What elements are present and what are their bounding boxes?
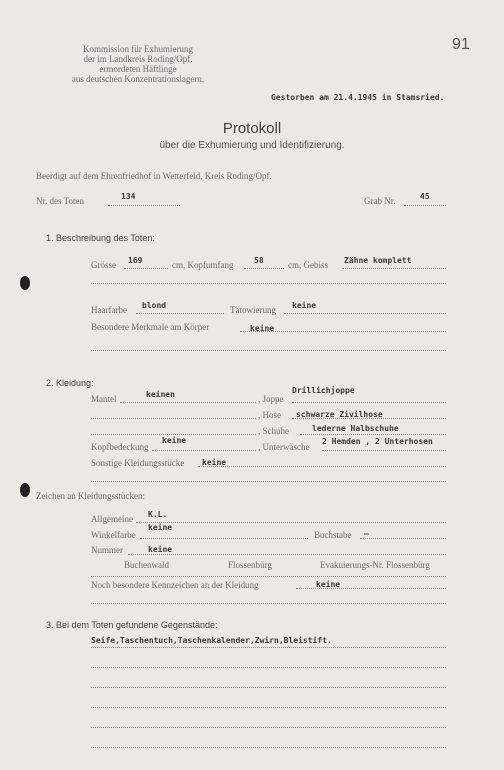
general-marking-value: K.L.: [148, 510, 168, 519]
other-clothing-label: Sonstige Kleidungsstücke: [91, 458, 185, 468]
head-circumference-label: cm, Kopfumfang: [172, 260, 234, 270]
head-circumference-value: 58: [254, 256, 264, 265]
teeth-label: cm, Gebiss: [288, 260, 328, 270]
page-number: 91: [452, 36, 470, 53]
other-markings-value: keine: [316, 580, 341, 589]
trousers-label: , Hose: [258, 410, 281, 420]
letter-value: —: [364, 529, 369, 538]
headwear-label: Kopfbedeckung: [91, 442, 149, 452]
section-3-heading: 3. Bei dem Toten gefundene Gegenstände:: [46, 620, 218, 630]
commission-line-4: aus deutschen Konzentrationslagern.: [71, 74, 205, 84]
general-marking-label: Allgemeine: [91, 514, 133, 524]
trousers-value: schwarze Zivilhose: [296, 410, 383, 419]
headwear-value: keine: [162, 436, 187, 445]
tattoo-value: keine: [292, 301, 317, 310]
coat-value: keinen: [146, 390, 175, 399]
commission-line-3: ermordeten Häftlinge: [99, 64, 177, 74]
commission-line-1: Kommission für Exhumierung: [83, 44, 193, 54]
markings-heading: Zeichen an Kleidungsstücken:: [36, 491, 145, 501]
teeth-value: Zähne komplett: [344, 256, 412, 265]
burial-label: Beerdigt auf dem Ehrenfriedhof in Wetterfeld, Kreis Roding/Opf.: [36, 171, 272, 181]
document-subtitle: über die Exhumierung und Identifizierung.: [159, 140, 345, 151]
marks-value: keine: [250, 324, 275, 333]
camp-buchenwald-label: Buchenwald: [124, 560, 169, 570]
hair-color-label: Haarfarbe: [91, 305, 127, 315]
height-label: Grösse: [91, 260, 116, 270]
other-markings-label: Noch besondere Kennzeichen an der Kleidung: [91, 580, 259, 590]
jacket-value: Drillichjoppe: [292, 386, 355, 395]
tattoo-label: Tätowierung: [230, 305, 276, 315]
triangle-color-label: Winkelfarbe: [91, 530, 136, 540]
grave-number-label: Grab Nr.: [364, 196, 396, 206]
shoes-label: , Schuhe: [258, 426, 289, 436]
hair-color-value: blond: [142, 301, 167, 310]
triangle-color-value: keine: [148, 523, 173, 532]
punch-hole-top: [20, 276, 30, 290]
camp-flossenbuerg-label: Flossenbürg: [228, 560, 272, 570]
coat-label: Mantel: [91, 394, 117, 404]
document-title: Protokoll: [222, 120, 282, 137]
commission-line-2: der im Landkreis Roding/Opf.: [83, 54, 193, 64]
letter-label: Buchstabe: [314, 530, 352, 540]
underwear-value: 2 Hemden , 2 Unterhosen: [322, 437, 433, 446]
other-clothing-value: keine: [202, 458, 227, 467]
dead-number-label: Nr. des Toten: [36, 196, 84, 206]
number-label: Nummer: [91, 545, 123, 555]
section-1-heading: 1. Beschreibung des Toten:: [46, 233, 155, 243]
commission-header: [58, 44, 218, 84]
dead-number-value: 134: [121, 192, 136, 201]
evacuation-number-label: Evakuierungs-Nr. Flossenbürg: [320, 560, 430, 570]
number-value: keine: [148, 545, 173, 554]
grave-number-value: 45: [420, 192, 430, 201]
height-value: 169: [128, 256, 143, 265]
section-2-heading: 2. Kleidung:: [46, 378, 94, 388]
punch-hole-bottom: [20, 483, 30, 497]
shoes-value: lederne Halbschuhe: [312, 424, 399, 433]
found-items-value: Seife,Taschentuch,Taschenkalender,Zwirn,Bleistift.: [91, 636, 332, 645]
marks-label: Besondere Merkmale am Körper: [91, 322, 210, 332]
death-note: Gestorben am 21.4.1945 in Stamsried.: [271, 93, 445, 102]
jacket-label: , Joppe: [258, 394, 284, 404]
underwear-label: , Unterwäsche: [258, 442, 310, 452]
